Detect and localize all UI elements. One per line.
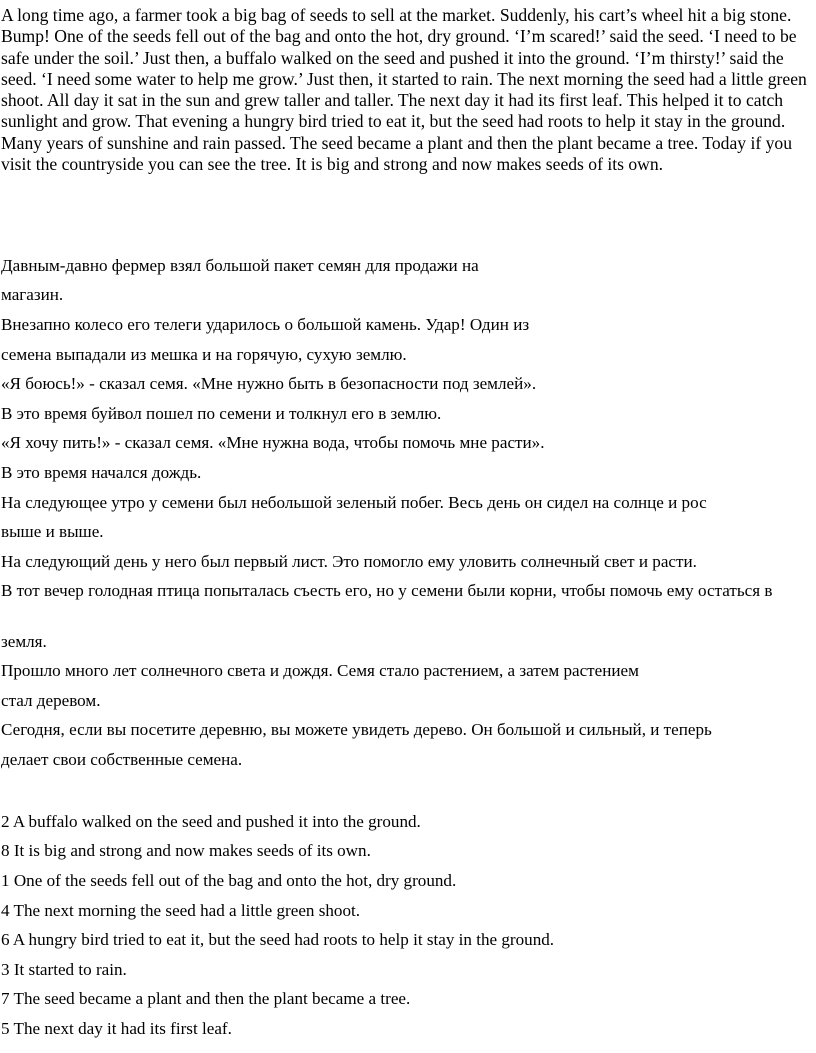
list-item: 7 The seed became a plant and then the plant became a tree. bbox=[1, 989, 411, 1008]
russian-line: семена выпадали из мешка и на горячую, сухую землю. bbox=[1, 345, 407, 364]
russian-line: На следующее утро у семени был небольшой зеленый побег. Весь день он сидел на солнце и рос bbox=[1, 493, 707, 512]
list-item: 6 A hungry bird tried to eat it, but the seed had roots to help it stay in the ground. bbox=[1, 930, 555, 949]
list-item: 8 It is big and strong and now makes seeds of its own. bbox=[1, 841, 371, 860]
russian-line: В это время буйвол пошел по семени и толкнул его в землю. bbox=[1, 404, 442, 423]
list-item: 3 It started to rain. bbox=[1, 960, 127, 979]
list-item: 4 The next morning the seed had a little green shoot. bbox=[1, 901, 361, 920]
russian-line: земля. bbox=[1, 632, 47, 651]
russian-line: На следующий день у него был первый лист. Это помогло ему уловить солнечный свет и расти. bbox=[1, 552, 697, 571]
russian-line: делает свои собственные семена. bbox=[1, 750, 243, 769]
russian-line: Прошло много лет солнечного света и дождя. Семя стало растением, а затем растением bbox=[1, 661, 639, 680]
russian-line: «Я хочу пить!» - сказал семя. «Мне нужна вода, чтобы помочь мне расти». bbox=[1, 433, 545, 452]
russian-line: В это время начался дождь. bbox=[1, 463, 202, 482]
list-item: 5 The next day it had its first leaf. bbox=[1, 1019, 232, 1038]
russian-line: выше и выше. bbox=[1, 522, 104, 541]
russian-line: В тот вечер голодная птица попыталась съесть его, но у семени были корни, чтобы помочь ему остаться в bbox=[1, 581, 773, 600]
list-item: 2 A buffalo walked on the seed and pushed it into the ground. bbox=[1, 812, 421, 831]
russian-line: стал деревом. bbox=[1, 691, 101, 710]
list-item: 1 One of the seeds fell out of the bag and onto the hot, dry ground. bbox=[1, 871, 457, 890]
russian-line: Давным-давно фермер взял большой пакет семян для продажи на bbox=[1, 256, 479, 275]
english-story-paragraph: A long time ago, a farmer took a big bag of seeds to sell at the market. Suddenly, his cart’s wheel hit a big stone. Bump! One of the seeds fell out of the bag and onto the hot, dry ground. ‘I’m scared!’ said the seed. ‘I need to be safe under the soil.’ Just then, a buffalo walked on the seed and pushed it into the ground. ‘I’m thirsty!’ said the seed. ‘I need some water to help me grow.’ Just then, it started to rain. The next morning the seed had a little green shoot. All day it sat in the sun and grew taller and taller. The next day it had its first leaf. This helped it to catch sunlight and grow. That evening a hungry bird tried to eat it, but the seed had roots to help it stay in the ground. Many years of sunshine and rain passed. The seed became a plant and then the plant became a tree. Today if you visit the countryside you can see the tree. It is big and strong and now makes seeds of its own. bbox=[1, 5, 807, 175]
russian-line: магазин. bbox=[1, 285, 64, 304]
russian-line: Сегодня, если вы посетите деревню, вы можете увидеть дерево. Он большой и сильный, и теперь bbox=[1, 720, 712, 739]
russian-line: «Я боюсь!» - сказал семя. «Мне нужно быть в безопасности под землей». bbox=[1, 374, 537, 393]
russian-line: Внезапно колесо его телеги ударилось о большой камень. Удар! Один из bbox=[1, 315, 530, 334]
